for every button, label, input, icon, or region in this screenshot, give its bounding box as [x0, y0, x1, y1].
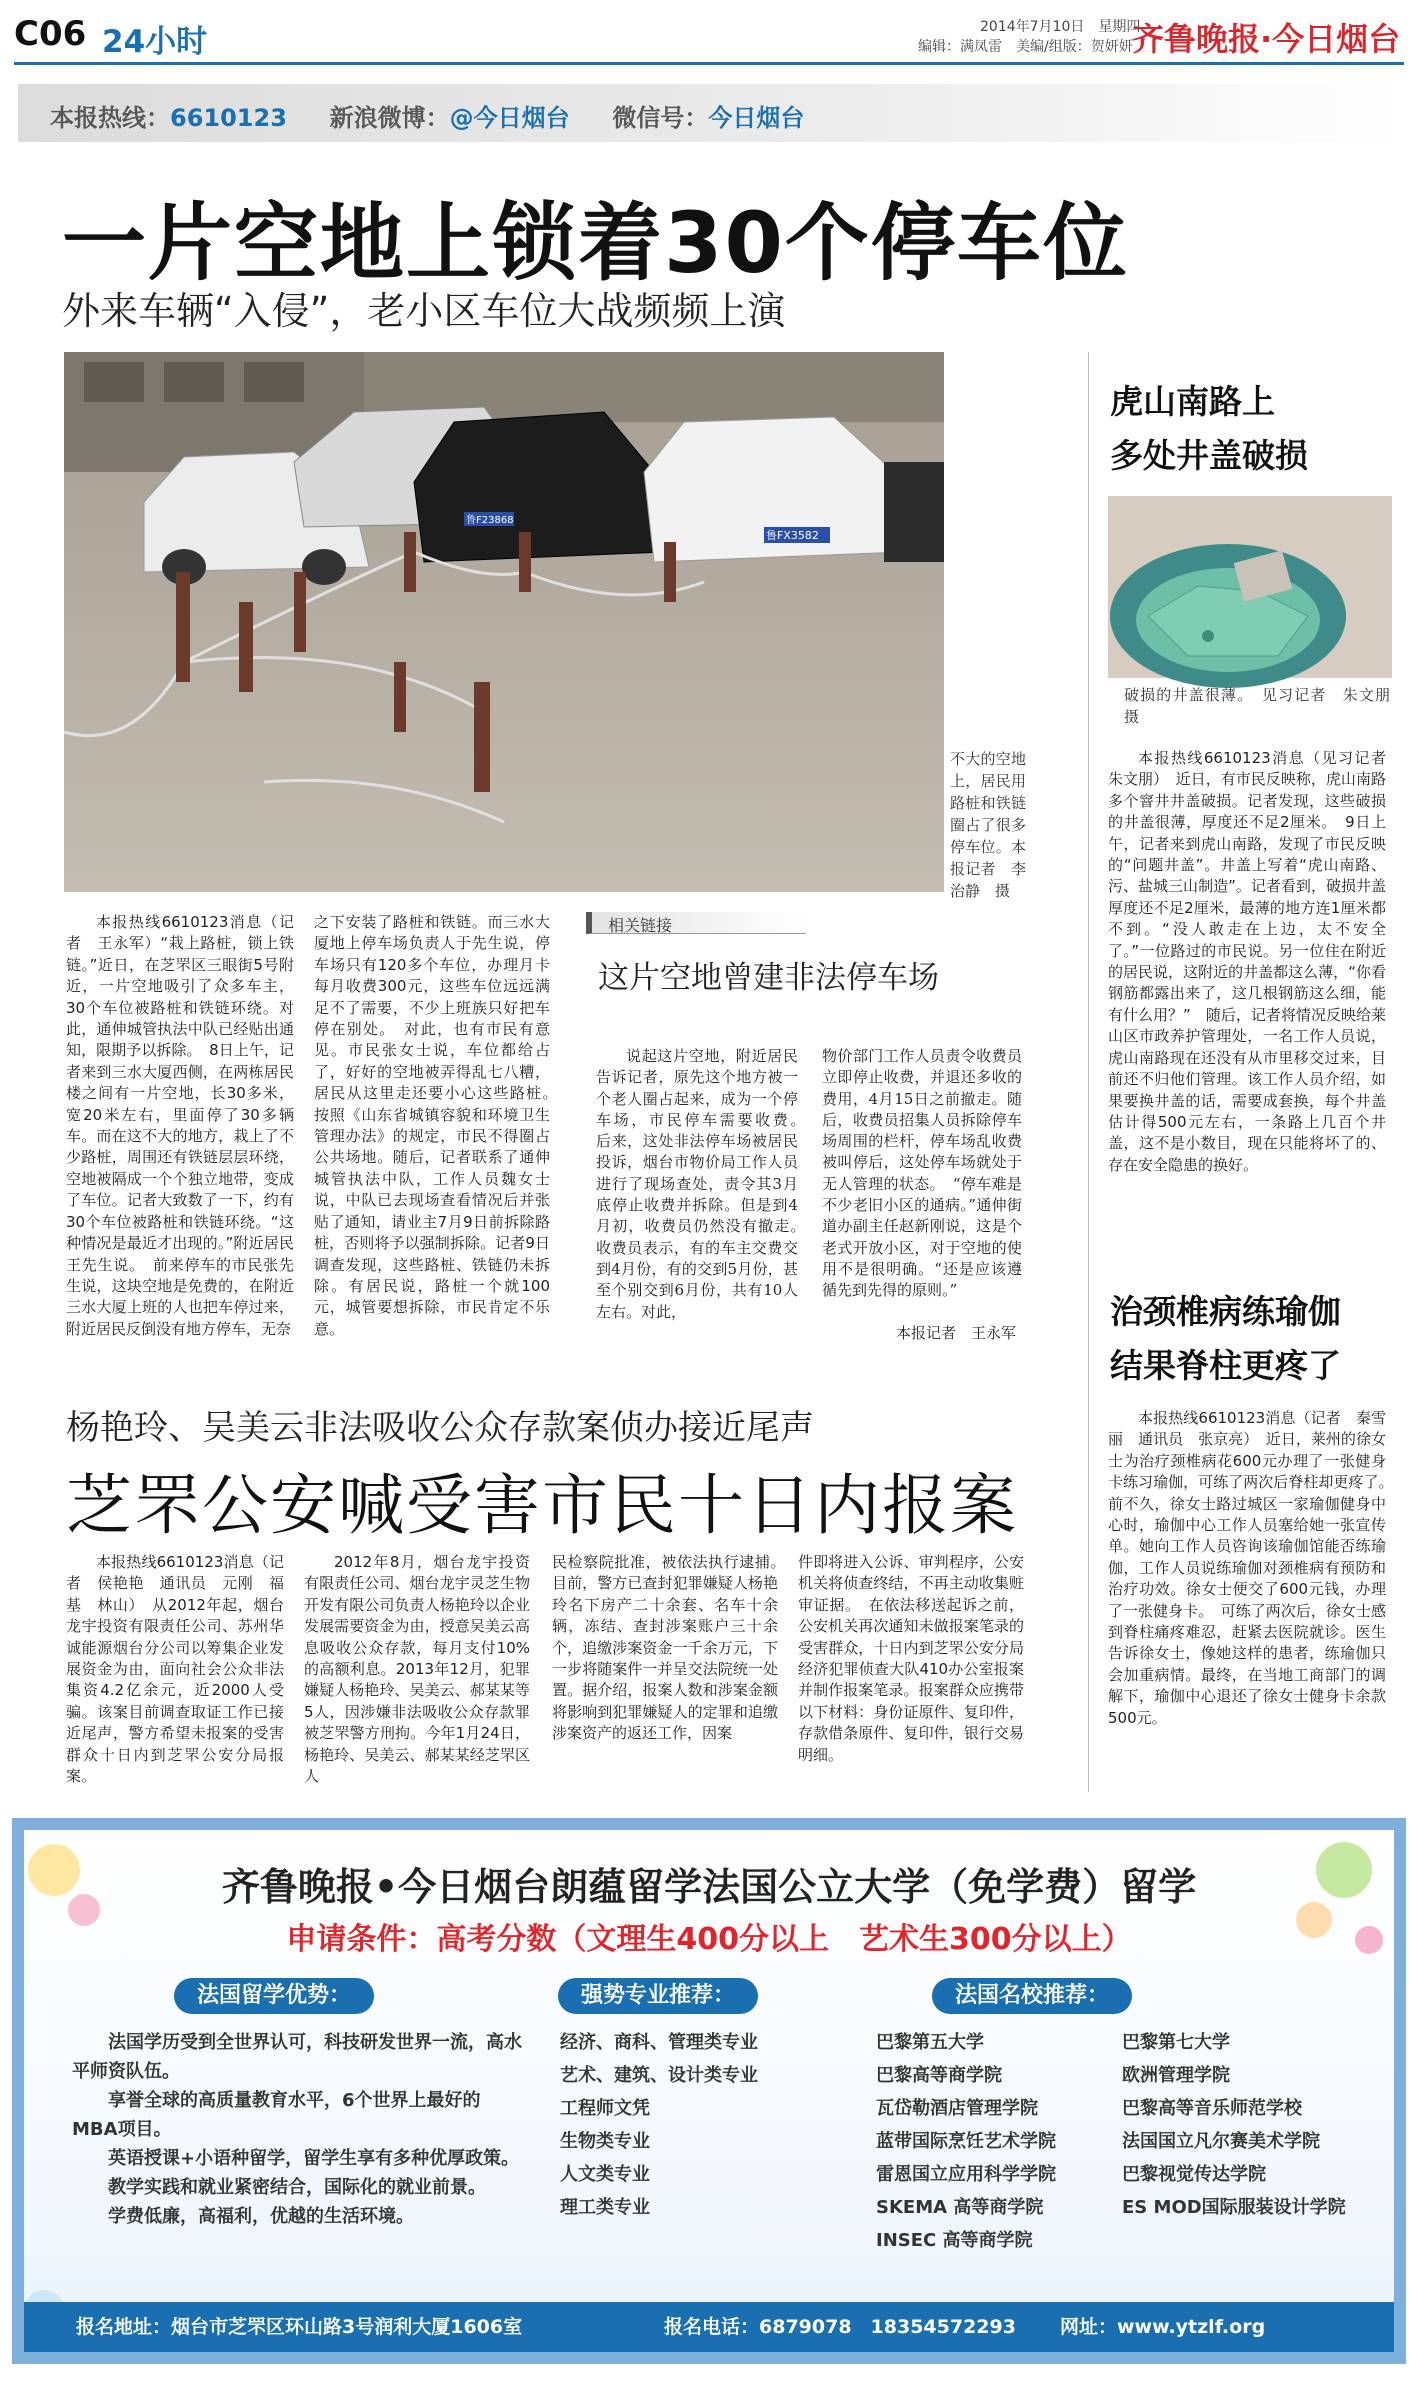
story2-col4: 件即将进入公诉、审判程序，公安机关将侦查终结，不再主动收集赃审证据。 在依法移送起诉之前，公安机关再次通知未做报案笔录的受害群众，十日内到芝罘公安分局经济犯罪侦查大队410办公室报案并制作报案笔录。报案群众应携带以下材料：身份证原件、复印件，存款借条原件、复印件，银行交易明细。 — [798, 1553, 1024, 1764]
ad-footer — [24, 2302, 1394, 2352]
story2-kicker: 杨艳玲、吴美云非法吸收公众存款案侦办接近尾声 — [66, 1408, 814, 1448]
page-header — [0, 0, 1417, 62]
ad-sec1-list — [72, 2028, 522, 2231]
related-col1: 说起这片空地，附近居民告诉记者，原先这个地方被一个老人圈占起来，成为一个停车场，市民停车需要收费。 后来，这处非法停车场被居民投诉，烟台市物价局工作人员进行了现场查处，责令其3月底停止收费并拆除。但是到4月初，收费员仍然没有撤走。 收费员表示，有的车主交费交到4月份，有的交到5月份，甚至个别交到6月份，共有10人左右。对此， — [596, 1047, 814, 1321]
hotline-number: 6610123 — [170, 104, 287, 132]
ad-sec1-tag: 法国留学优势： — [174, 1978, 374, 2014]
page-editors: 编辑：满凤雷 美编/组版：贺妍妍 — [918, 39, 1133, 55]
sidebar2-title-1: 治颈椎病练瑜伽 — [1110, 1292, 1341, 1331]
main-story-col2: 之下安装了路桩和铁链。而三水大厦地上停车场负责人于先生说，停车场只有120多个车位，办理月卡每月收费300元，这些车位远远满足不了需要，不少上班族只好把车停在别处。 对此，也有市民有意见。市民张女士说，车位都给占了，好好的空地被弄得乱七八糟，居民从这里走还要小心这些路桩。 按照《山东省城镇容貌和环境卫生管理办法》的规定，市民不得圈占公共场地。随后，记者联系了通伸城管执法中队，工作人员魏女士说，中队已去现场查看情况后并张贴了通知，请业主7月9日前拆除路桩，否则将予以强制拆除。记者9日调查发现，这些路桩、铁链仍未拆除。有居民说，路桩一个就100元，城管要想拆除，市民肯定不乐意。 — [314, 913, 566, 1338]
related-tag: 相关链接 — [608, 916, 673, 935]
page-number: C06 — [14, 14, 87, 54]
parking-photo-caption: 不大的空地上，居民用路桩和铁链圈占了很多停车位。本报记者 李治静 摄 — [950, 750, 1026, 900]
ad-school-item: 欧洲管理学院 — [1122, 2065, 1230, 2086]
story2-col2: 2012年8月，烟台龙宇投资有限责任公司、烟台龙宇灵芝生物开发有限公司负责人杨艳玲以企业发展需要资金为由，授意吴美云高息吸收公众存款，每月支付10%的高额利息。2013年12月，犯罪嫌疑人杨艳玲、吴美云、郝某某等5人，因涉嫌非法吸收公众存款罪被芝罘警方刑拘。今年1月24日，杨艳玲、吴美云、郝某某经芝罘区人 — [304, 1553, 530, 1786]
weibo-label: 新浪微博： — [329, 104, 450, 132]
ad-sec2-item: 人文类专业 — [560, 2164, 650, 2185]
ad-sec3-list-1 — [876, 2026, 1116, 2257]
manhole-caption: 破损的井盖很薄。 见习记者 朱文朋 摄 — [1124, 686, 1406, 726]
related-tag-box — [586, 912, 806, 934]
ad-title: 齐鲁晚报•今日烟台朗蕴留学法国公立大学（免学费）留学 — [221, 1865, 1197, 1909]
main-subheadline: 外来车辆“入侵”，老小区车位大战频频上演 — [62, 289, 786, 333]
main-story-col1: 本报热线6610123消息（记者 王永军）“栽上路桩，锁上铁链。”近日，在芝罘区三眼街5号附近，一片空地吸引了众多车主，30个车位被路桩和铁链环绕。对此，通伸城管执法中队已经贴出通知，限期予以拆除。 8日上午，记者来到三水大厦西侧，在两栋居民楼之间有一片空地，长30多米，宽20米左右，里面停了30多辆车。而在这不大的地方，栽上了不少路桩，周围还有铁链层层环绕，空地被隔成一个个独立地带，变成了车位。记者大致数了一下，约有30个车位被路桩和铁链环绕。“这种情况是最近才出现的。”附近居民王先生说。 前来停车的市民张先生说，这块空地是免费的，在附近三水大厦上班的人也把车停过来，附近居民反倒没有地方停车，无奈 — [66, 913, 294, 1338]
ad-condition: 申请条件：高考分数（文理生400分以上 艺术生300分以上） — [286, 1922, 1132, 1957]
header-rule — [14, 62, 1404, 65]
parking-photo — [64, 352, 944, 892]
plate-2: 鲁FX3582 — [766, 529, 819, 542]
ad-sec2-item: 生物类专业 — [560, 2131, 650, 2152]
ad-school-item: 法国国立凡尔赛美术学院 — [1122, 2131, 1320, 2152]
ad-sec1-item: 法国学历受到全世界认可，科技研发世界一流，高水平师资队伍。 — [72, 2032, 522, 2082]
weibo-value: @今日烟台 — [449, 104, 570, 132]
ad-sec1-item: 学费低廉，高福利，优越的生活环境。 — [108, 2206, 414, 2227]
parking-photo-svg — [64, 352, 944, 892]
manhole-photo — [1108, 496, 1392, 678]
ad-address: 报名地址：烟台市芝罘区环山路3号润利大厦1606室 — [76, 2316, 523, 2338]
ad-school-item: 巴黎高等商学院 — [876, 2065, 1002, 2086]
related-title: 这片空地曾建非法停车场 — [598, 960, 939, 996]
wechat-label: 微信号： — [612, 104, 709, 132]
ad-school-item: 巴黎视觉传达学院 — [1122, 2164, 1266, 2185]
study-abroad-ad — [12, 1818, 1406, 2364]
sidebar1-title-1: 虎山南路上 — [1110, 382, 1275, 421]
ad-phone: 报名电话：6879078 18354572293 — [664, 2316, 1016, 2338]
sidebar1-body: 本报热线6610123消息（见习记者 朱文朋） 近日，有市民反映称，虎山南路多个窨井井盖破损。记者发现，这些破损的井盖很薄，厚度还不足2厘米。 9日上午，记者来到虎山南路，发现了市民反映的“问题井盖”。井盖上写着“虎山南路、污、盐城三山制造”。记者看到，破损井盖厚度还不足2厘米，最薄的地方连1厘米都不到。“没人敢走在上边，太不安全了。”一位路过的市民说。另一位住在附近的居民说，这附近的井盖都这么薄，“你看钢筋都露出来了，这几根钢筋这么细，能有什么用？” 随后，记者将情况反映给莱山区市政养护管理处，一名工作人员说，虎山南路现在还没有从市里移交过来，目前还不归他们管理。该工作人员介绍，如果要换井盖的话，需要成套换，每个井盖估计得500元左右，一条路上几百个井盖，这不是小数目，现在只能将坏了的、存在安全隐患的换好。 — [1108, 749, 1402, 1174]
hotline-text — [50, 98, 804, 133]
hotline-label: 本报热线： — [50, 104, 170, 132]
ad-school-item: 雷恩国立应用科学学院 — [876, 2164, 1056, 2185]
ad-sec1-item: 英语授课+小语种留学，留学生享有多种优厚政策。 — [108, 2148, 520, 2169]
ad-school-item: 蓝带国际烹饪艺术学院 — [876, 2131, 1056, 2152]
ad-sec2-item: 经济、商科、管理类专业 — [560, 2032, 758, 2053]
page-date: 2014年7月10日 星期四 — [980, 19, 1141, 35]
ad-sec1-item: 享誉全球的高质量教育水平，6个世界上最好的MBA项目。 — [72, 2090, 481, 2140]
ad-school-item: 巴黎第七大学 — [1122, 2032, 1230, 2053]
ad-website: 网址：www.ytzlf.org — [1060, 2316, 1266, 2338]
main-headline: 一片空地上锁着30个停车位 — [62, 194, 1129, 292]
story2-col3: 民检察院批准，被依法执行逮捕。 目前，警方已查封犯罪嫌疑人杨艳玲名下房产二十余套、名车十余辆，冻结、查封涉案账户三十余个，追缴涉案资金一千余万元，下一步将随案件一并呈交法院统一处置。据介绍，报案人数和涉案金额将影响到犯罪嫌疑人的定罪和追缴涉案资产的返还工作，因案 — [552, 1553, 794, 1743]
ad-sec3-tag: 法国名校推荐： — [932, 1978, 1132, 2014]
paper-name: 齐鲁晚报·今日烟台 — [1132, 20, 1401, 58]
related-byline: 本报记者 王永军 — [896, 1324, 1017, 1342]
ad-sec2-item: 艺术、建筑、设计类专业 — [560, 2065, 758, 2086]
ad-sec2-tag: 强势专业推荐： — [558, 1978, 758, 2014]
ad-sec3-list-2 — [1122, 2026, 1384, 2224]
ad-sec2-item: 工程师文凭 — [560, 2098, 650, 2119]
sidebar2-title-2: 结果脊柱更疼了 — [1110, 1346, 1341, 1385]
sidebar1-title-2: 多处井盖破损 — [1110, 436, 1308, 475]
manhole-photo-svg — [1108, 496, 1392, 678]
sidebar2-body: 本报热线6610123消息（记者 秦雪丽 通讯员 张京亮） 近日，莱州的徐女士为治疗颈椎病花600元办理了一张健身卡练习瑜伽，可练了两次后脊柱却更疼了。 前不久，徐女士路过城区一家瑜伽健身中心时，瑜伽中心工作人员塞给她一张宣传单。她向工作人员咨询该瑜伽馆能否练瑜伽，工作人员说练瑜伽对颈椎病有预防和治疗功效。徐女士便交了600元钱，办理了一张健身卡。 可练了两次后，徐女士感到脊柱痛疼难忍，赶紧去医院就诊。医生告诉徐女士，像她这样的患者，练瑜伽只会加重病情。最终，在当地工商部门的调解下，瑜伽中心退还了徐女士健身卡余款500元。 — [1108, 1409, 1402, 1727]
ad-sec2-list — [560, 2026, 820, 2224]
section-name: 24小时 — [102, 24, 208, 60]
related-col2: 物价部门工作人员责令收费员立即停止收费，并退还多收的费用，4月15日之前撤走。随后，收费员招集人员拆除停车场周围的栏杆，停车场乱收费被叫停后，这处停车场就处于无人管理的状态。 “停车难是不少老旧小区的通病。”通伸街道办副主任赵新刚说，这是个老式开放小区，对于空地的使用不是很明确。“还是应该遵循先到先得的原则。” — [822, 1047, 1022, 1300]
plate-1: 鲁F23868 — [466, 515, 514, 526]
ad-school-item: INSEC 高等商学院 — [876, 2230, 1033, 2251]
ad-inner — [24, 1830, 1394, 2352]
ad-school-item: ES MOD国际服装设计学院 — [1122, 2197, 1346, 2218]
ad-sec1-item: 教学实践和就业紧密结合，国际化的就业前景。 — [108, 2177, 486, 2198]
story2-headline: 芝罘公安喊受害市民十日内报案 — [66, 1467, 1018, 1544]
wechat-value: 今日烟台 — [708, 104, 805, 132]
ad-school-item: 巴黎第五大学 — [876, 2032, 984, 2053]
ad-school-item: 瓦岱勒酒店管理学院 — [876, 2098, 1038, 2119]
ad-sec2-item: 理工类专业 — [560, 2197, 650, 2218]
ad-school-item: SKEMA 高等商学院 — [876, 2197, 1044, 2218]
column-divider — [1088, 352, 1089, 1792]
ad-school-item: 巴黎高等音乐师范学校 — [1122, 2098, 1302, 2119]
story2-col1: 本报热线6610123消息（记者 侯艳艳 通讯员 元刚 福基 林山） 从2012年起，烟台龙宇投资有限责任公司、苏州华诚能源烟台分公司以筹集企业发展资金为由，面向社会公众非法集资4.2亿余元，近2000人受骗。该案目前调查取证工作已接近尾声，警方希望未报案的受害群众十日内到芝罘公安分局报案。 — [66, 1553, 284, 1786]
